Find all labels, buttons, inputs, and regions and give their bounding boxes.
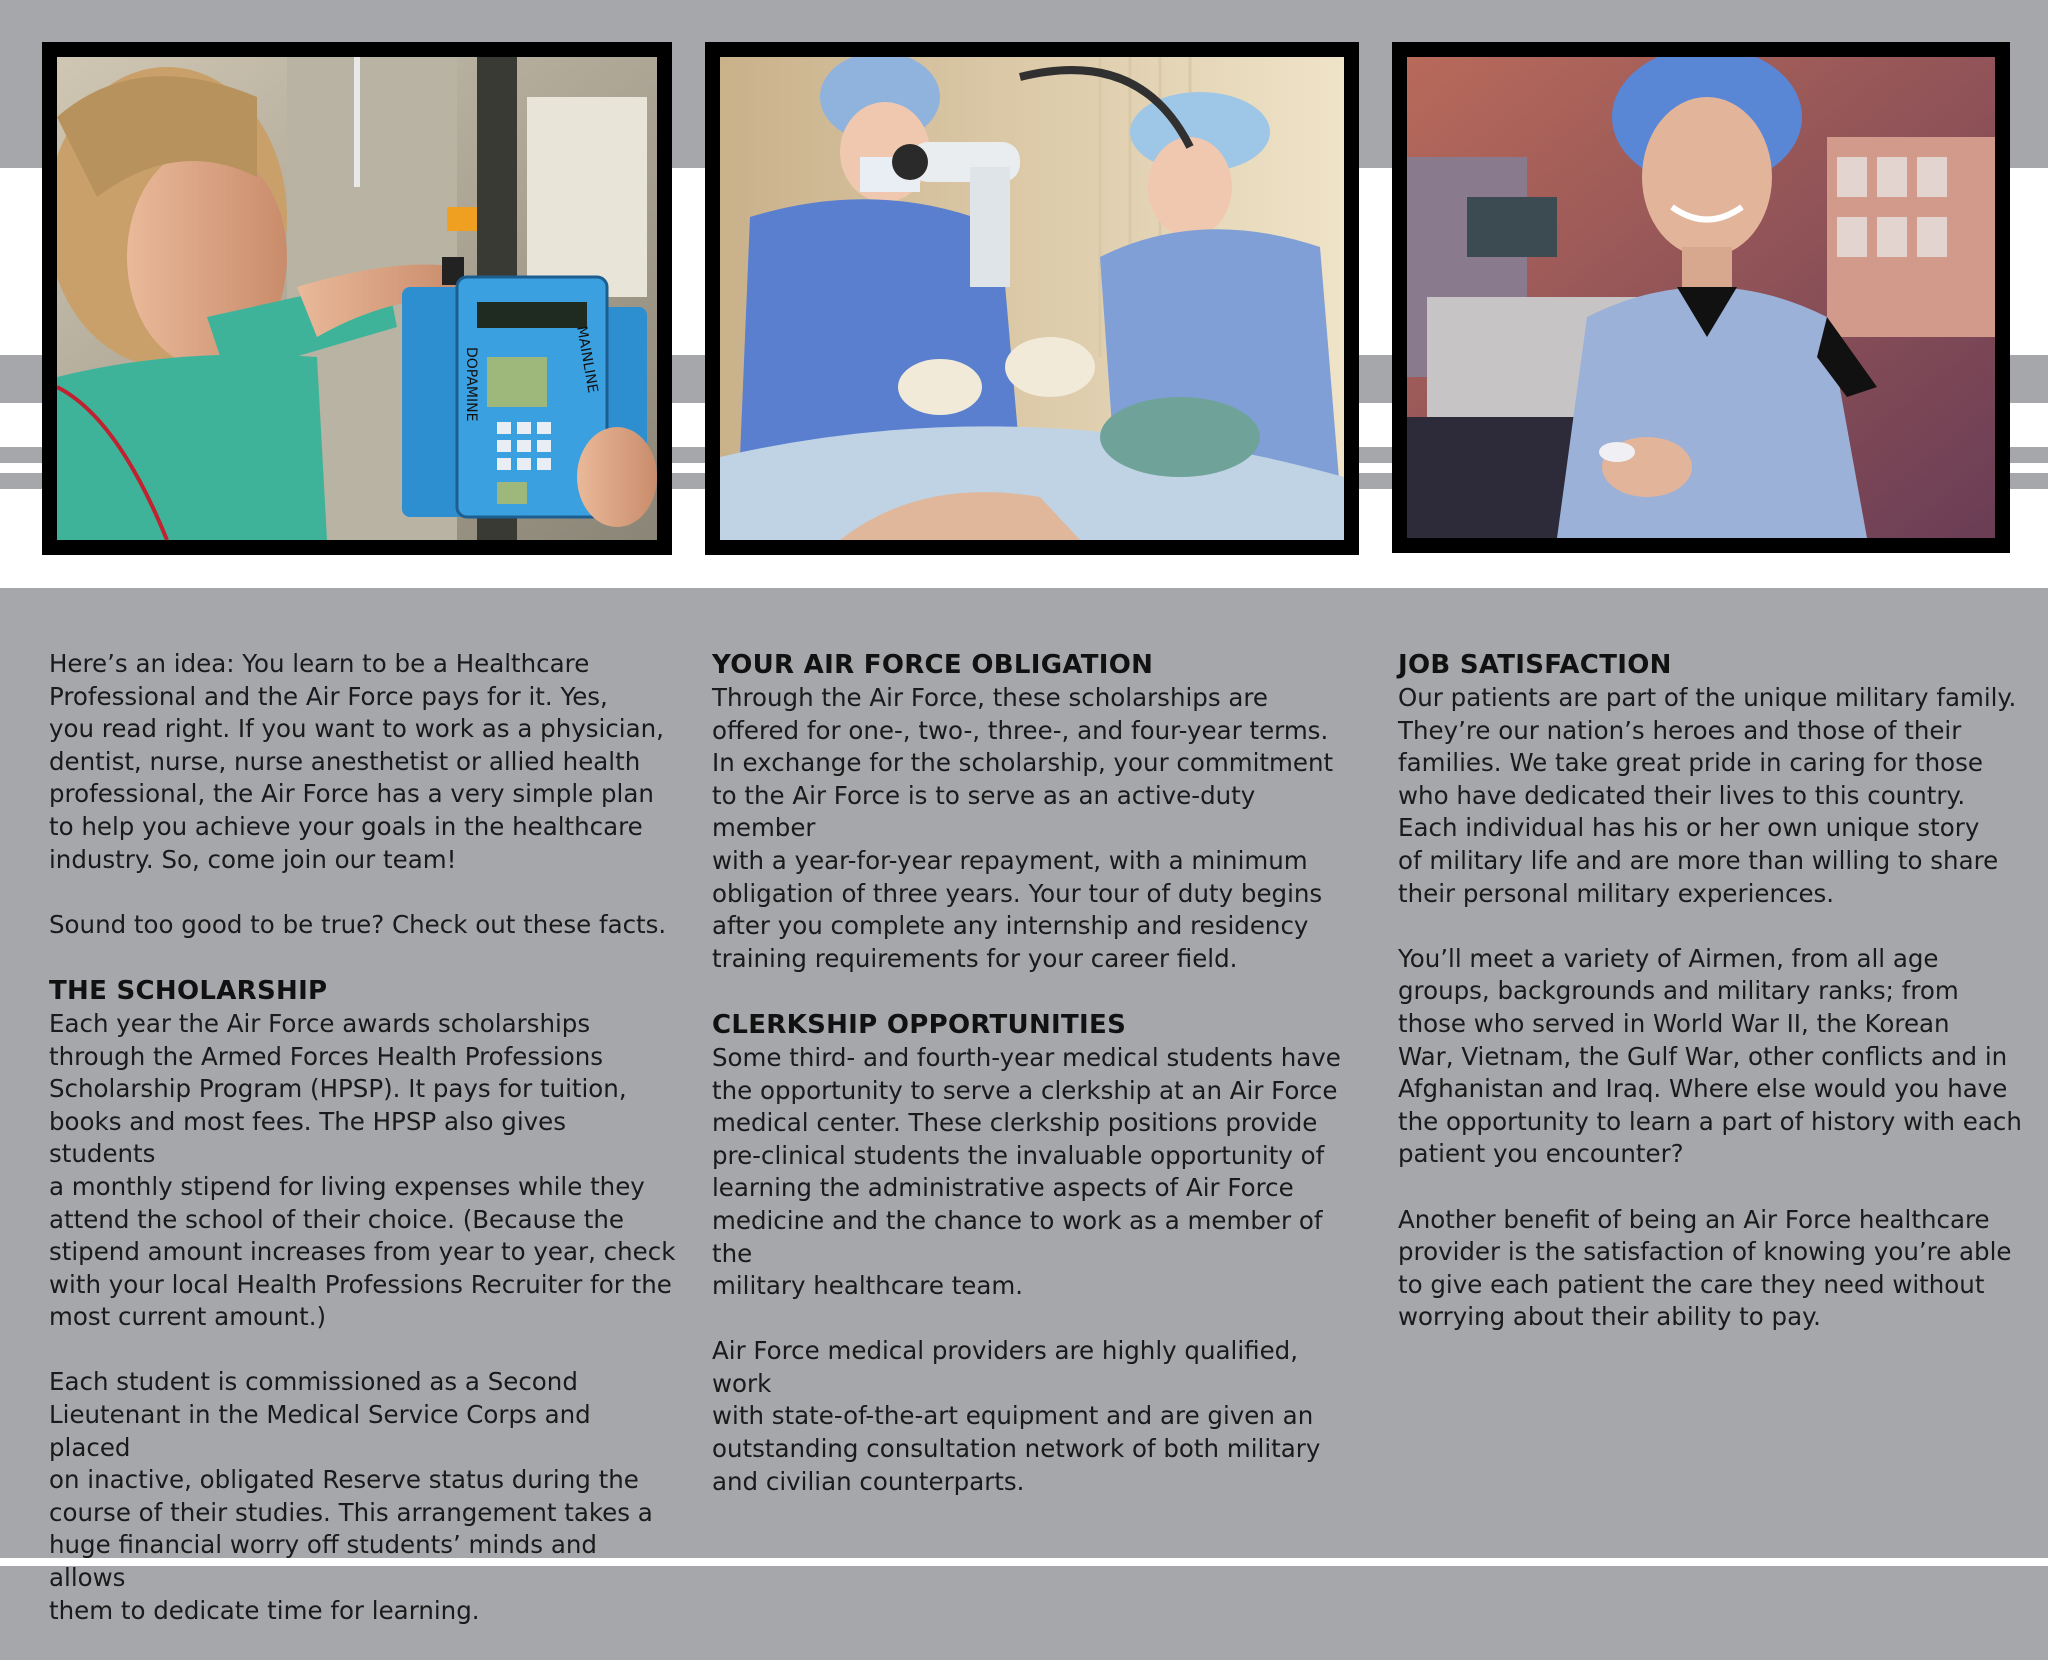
column-intro-scholarship xyxy=(49,648,679,1660)
scholarship-paragraph-2: Each student is commissioned as a Second Lieutenant in the Medical Service Corps and placed on inactive, obligated Reserve status during the course of their studies. This arrangement takes a huge financial worry off students’ minds and allows them to dedicate time for learning. xyxy=(49,1367,653,1625)
clerkship-paragraph-1: Some third- and fourth-year medical students have the opportunity to serve a clerkship at an Air Force medical center. These clerkship positions provide pre-clinical students the invaluable opportunity of learning the administrative aspects of Air Force medicine and the chance to work as a member of the military healthcare team. xyxy=(712,1042,1341,1301)
heading-air-force-obligation: YOUR AIR FORCE OBLIGATION xyxy=(712,650,1154,680)
intro-paragraph: Here’s an idea: You learn to be a Healthcare Professional and the Air Force pays for it. Yes, you read right. If you want to work as a physician, dentist, nurse, nurse anesthetist or allied health professional, the Air Force has a very simple plan to help you achieve your goals in the healthcare industry. So, come join our team! xyxy=(49,649,664,874)
column-job-satisfaction xyxy=(1398,648,2028,1366)
satisfaction-paragraph-3: Another benefit of being an Air Force healthcare provider is the satisfaction of knowing you’re able to give each patient the care they need without worrying about their ability to pay. xyxy=(1398,1204,2012,1332)
photo-provider-smiling xyxy=(1407,57,1995,538)
pump-label-dopamine: DOPAMINE xyxy=(463,347,479,422)
satisfaction-paragraph-1: Our patients are part of the unique military family. They’re our nation’s heroes and those of their families. We take great pride in caring for those who have dedicated their lives to this country. Each individual has his or her own unique story of military life and are more than willing to share their personal military experiences. xyxy=(1398,683,2017,908)
heading-the-scholarship: THE SCHOLARSHIP xyxy=(49,975,328,1006)
scholarship-paragraph-1: Each year the Air Force awards scholarships through the Armed Forces Health Professions Scholarship Program (HPSP). It pays for tuition, books and most fees. The HPSP also gives students a monthly stipend for living expenses while they attend the school of their choice. (Because the stipend amount increases from year to year, check with your local Health Professions Recruiter for the most current amount.) xyxy=(49,1008,676,1332)
photo-frame-provider xyxy=(1392,42,2010,553)
photo-frame-surgeons xyxy=(705,42,1359,555)
heading-clerkship-opportunities: CLERKSHIP OPPORTUNITIES xyxy=(712,1009,1127,1040)
photo-surgeons-operating xyxy=(720,57,1344,540)
clerkship-paragraph-2: Air Force medical providers are highly qualified, work with state-of-the-art equipment and are given an outstanding consultation network of both military and civilian counterparts. xyxy=(712,1336,1321,1496)
column-obligation-clerkship xyxy=(712,648,1362,1531)
photo-frame-nurse xyxy=(42,42,672,555)
teaser-paragraph: Sound too good to be true? Check out these facts. xyxy=(49,909,667,939)
satisfaction-paragraph-2: You’ll meet a variety of Airmen, from all age groups, backgrounds and military ranks; from those who served in World War II, the Korean War, Vietnam, the Gulf War, other conflicts and in Afghanistan and Iraq. Where else would you have the opportunity to learn a part of history with each patient you encounter? xyxy=(1398,943,2022,1169)
obligation-paragraph: Through the Air Force, these scholarships are offered for one-, two-, three-, and four-year terms. In exchange for the scholarship, your commitment to the Air Force is to serve as an active-duty member with a year-for-year repayment, with a minimum obligation of three years. Your tour of duty begins after you complete any internship and residency training requirements for your career field. xyxy=(712,683,1334,973)
photo-nurse-infusion-pump xyxy=(57,57,657,540)
pump-label-mainline: MAINLINE xyxy=(573,324,601,395)
heading-job-satisfaction: JOB SATISFACTION xyxy=(1398,650,1672,680)
